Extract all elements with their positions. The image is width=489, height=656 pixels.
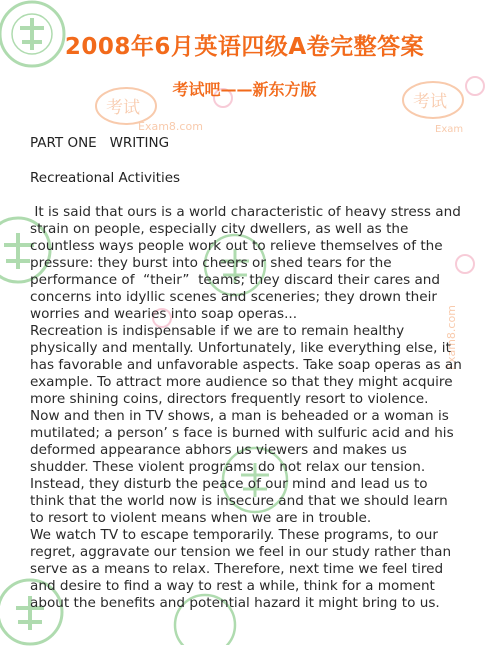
text-line: strain on people, especially city dwellers, as well as the [30,221,409,237]
text-line: It is said that ours is a world characteristic of heavy stress and [30,204,461,220]
page-title: 2008年6月英语四级A卷完整答案 [64,34,425,60]
text-line: has favorable and unfavorable aspects. Take soap operas as an [30,357,462,373]
text-line: shudder. These violent programs do not relax our tension. [30,459,426,475]
text-line: Now and then in TV shows, a man is beheaded or a woman is [30,408,449,424]
svg-text:Exam: Exam [435,124,464,135]
text-line: example. To attract more audience so that they might acquire [30,374,453,390]
text-line: concerns into idyllic scenes and sceneries; they drown their [30,289,437,305]
text-line: We watch TV to escape temporarily. These programs, to our [30,527,438,543]
text-line: mutilated; a person’ s face is burned with sulfuric acid and his [30,425,454,441]
text-line: worries and wearies into soap operas... [30,306,298,322]
paragraph [30,204,470,323]
text-line: and desire to find a way to rest a while, think for a moment [30,578,435,594]
text-line: deformed appearance abhors us viewers and makes us [30,442,407,458]
essay-title: Recreational Activities [30,170,181,186]
text-line: physically and mentally. Unfortunately, like everything else, it [30,340,451,356]
paragraph [30,323,470,527]
text-line: countless ways people work out to relieve themselves of the [30,238,443,254]
text-line: serve as a means to relax. Therefore, next time we feel tired [30,561,444,577]
text-line: think that the world now is insecure and that we should learn [30,493,448,509]
section-label: PART ONE WRITING [30,135,170,151]
svg-text:Exam8.com: Exam8.com [138,120,203,133]
text-line: Instead, they disturb the peace of our mind and lead us to [30,476,428,492]
text-line: performance of “their” teams; they discard their cares and [30,272,441,288]
svg-text:考试: 考试 [106,98,140,118]
text-line: about the benefits and potential hazard it might bring to us. [30,595,440,611]
text-line: pressure: they burst into cheers or shed tears for the [30,255,392,271]
text-line: to resort to violent means when we are in trouble. [30,510,372,526]
paragraph [30,527,470,612]
text-line: regret, aggravate our tension we feel in our study rather than [30,544,452,560]
page-subtitle: 考试吧——新东方版 [172,80,317,99]
svg-text:考试: 考试 [413,92,447,112]
text-line: Recreation is indispensable if we are to remain healthy [30,323,405,339]
text-line: more shining coins, directors frequently resort to violence. [30,391,429,407]
essay-body [30,204,470,612]
svg-text:Exam8.com: Exam8.com [445,305,458,370]
